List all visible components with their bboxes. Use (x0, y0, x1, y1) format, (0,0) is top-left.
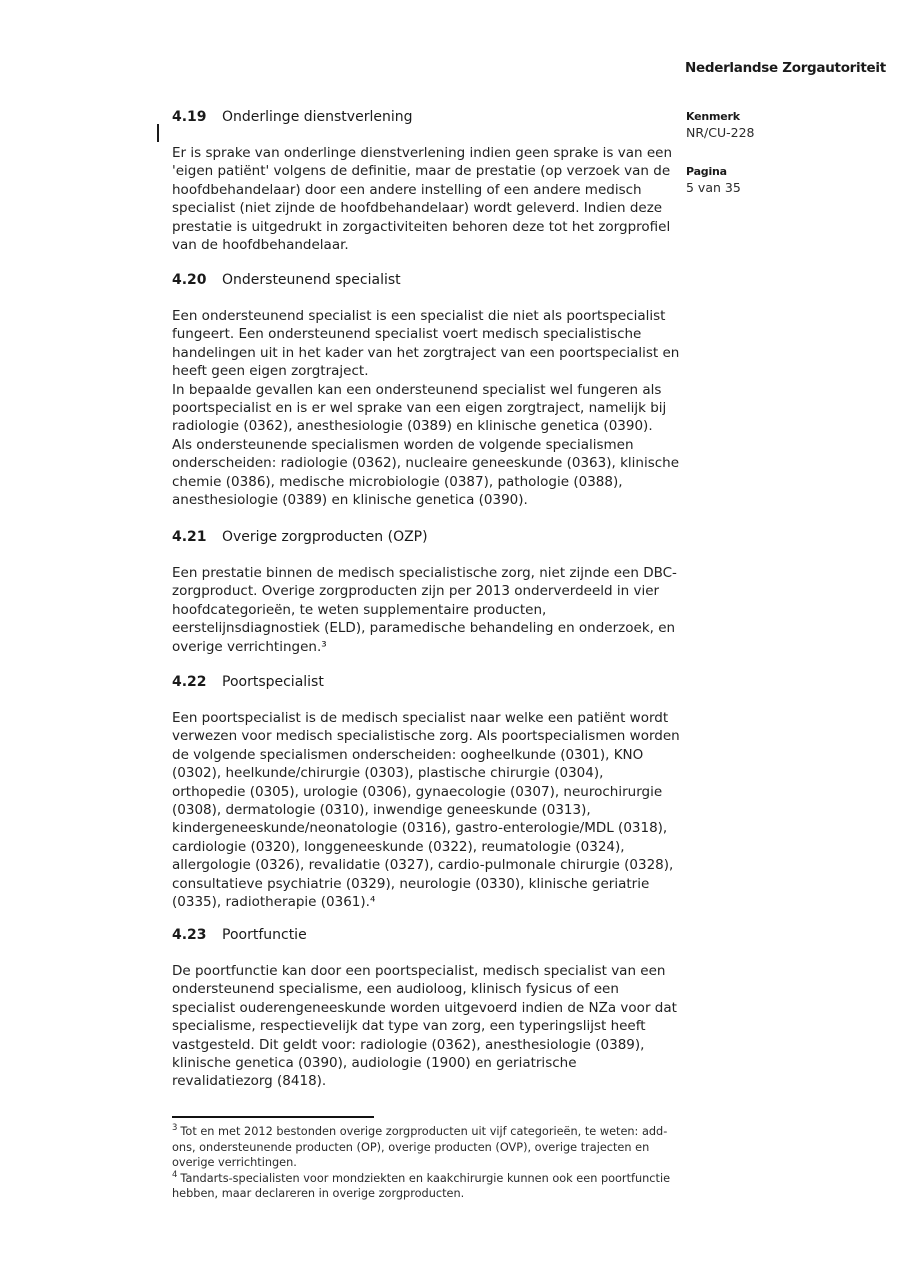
section-title: Overige zorgproducten (OZP) (222, 529, 428, 545)
section-title: Ondersteunend specialist (222, 272, 401, 288)
footnotes-block (172, 1116, 688, 1202)
paragraph: Een poortspecialist is de medisch specialist naar welke een patiënt wordt verwezen voor medisch specialistische zorg. Als poortspecialismen worden de volgende specialismen onderscheiden: oogheelkunde (0301), KNO (0302), heelkunde/chirurgie (0303), plastische chirurgie (0304), orthopedie (0305), urologie (0306), gynaecologie (0307), neurochirurgie (0308), dermatologie (0310), inwendige geneeskunde (0313), kindergeneeskunde/neonatologie (0316), gastro-enterologie/MDL (0318), cardiologie (0320), longgeneeskunde (0322), reumatologie (0324), allergologie (0326), revalidatie (0327), cardio-pulmonale chirurgie (0328), consultatieve psychiatrie (0329), neurologie (0330), klinische geriatrie (0335), radiotherapie (0361).⁴ (172, 710, 680, 911)
kenmerk-value: NR/CU-228 (686, 125, 755, 140)
section-heading (172, 926, 680, 944)
section-4-21 (172, 528, 680, 656)
kenmerk-block (686, 110, 856, 140)
section-4-22 (172, 673, 680, 911)
section-4-19 (172, 108, 680, 254)
section-number: 4.22 (172, 674, 207, 690)
pagina-label: Pagina (686, 165, 727, 178)
footnote (172, 1124, 688, 1171)
section-heading (172, 108, 680, 126)
footnote (172, 1171, 688, 1202)
section-heading (172, 673, 680, 691)
footnote-text: Tandarts-specialisten voor mondziekten en kaakchirurgie kunnen ook een poortfunctie hebben, maar declareren in overige zorgproducten. (172, 1171, 671, 1201)
organization-title: Nederlandse Zorgautoriteit (685, 60, 886, 76)
section-number: 4.21 (172, 529, 207, 545)
paragraph: In bepaalde gevallen kan een ondersteunend specialist wel fungeren als poortspecialist en is er wel sprake van een eigen zorgtraject, namelijk bij radiologie (0362), anesthesiologie (0389) en klinische genetica (0390). (172, 381, 667, 435)
section-4-23 (172, 926, 680, 1091)
section-title: Poortspecialist (222, 674, 324, 690)
footnote-marker: 4 (172, 1170, 178, 1181)
section-heading (172, 528, 680, 546)
section-title: Onderlinge dienstverlening (222, 109, 413, 125)
section-paragraphs (172, 307, 680, 509)
section-paragraphs (172, 144, 680, 254)
section-paragraphs (172, 962, 680, 1091)
paragraph: Er is sprake van onderlinge dienstverlening indien geen sprake is van een 'eigen patiënt' volgens de definitie, maar de prestatie (op verzoek van de hoofdbehandelaar) door een andere instelling of een andere medisch specialist (niet zijnde de hoofdbehandelaar) wordt geleverd. Indien deze prestatie is uitgedrukt in zorgactiviteiten behoren deze tot het zorgprofiel van de hoofdbehandelaar. (172, 145, 673, 254)
section-heading (172, 271, 680, 289)
paragraph: De poortfunctie kan door een poortspecialist, medisch specialist van een ondersteunend specialisme, een audioloog, klinisch fysicus of een specialist ouderengeneeskunde worden uitgevoerd indien de NZa voor dat specialisme, respectievelijk dat type van zorg, een typeringslijst heeft vastgesteld. Dit geldt voor: radiologie (0362), anesthesiologie (0389), klinische genetica (0390), audiologie (1900) en geriatrische revalidatiezorg (8418). (172, 963, 677, 1090)
paragraph: Een ondersteunend specialist is een specialist die niet als poortspecialist fungeert. Een ondersteunend specialist voert medisch specialistische handelingen uit in het kader van het zorgtraject van een poortspecialist en heeft geen eigen zorgtraject. (172, 308, 680, 380)
section-number: 4.19 (172, 109, 207, 125)
section-paragraphs (172, 709, 680, 911)
kenmerk-label: Kenmerk (686, 110, 740, 123)
paragraph: Als ondersteunende specialismen worden de volgende specialismen onderscheiden: radiologie (0362), nucleaire geneeskunde (0363), klinische chemie (0386), medische microbiologie (0387), pathologie (0388), anesthesiologie (0389) en klinische genetica (0390). (172, 436, 680, 509)
footnote-separator (172, 1116, 374, 1118)
footnote-marker: 3 (172, 1123, 178, 1134)
pagina-value: 5 van 35 (686, 180, 741, 195)
footnote-text: Tot en met 2012 bestonden overige zorgproducten uit vijf categorieën, te weten: add-ons, ondersteunende producten (OP), overige producten (OVP), overige trajecten en overige verrichtingen. (172, 1125, 668, 1170)
section-number: 4.23 (172, 927, 207, 943)
section-title: Poortfunctie (222, 927, 307, 943)
paragraph: Een prestatie binnen de medisch specialistische zorg, niet zijnde een DBC-zorgproduct. Overige zorgproducten zijn per 2013 onderverdeeld in vier hoofdcategorieën, te weten supplementaire producten, eerstelijnsdiagnostiek (ELD), paramedische behandeling en onderzoek, en overige verrichtingen.³ (172, 565, 677, 655)
pagina-block (686, 165, 856, 195)
section-paragraphs (172, 564, 680, 656)
section-number: 4.20 (172, 272, 207, 288)
revision-change-bar (157, 124, 159, 142)
section-4-20 (172, 271, 680, 509)
